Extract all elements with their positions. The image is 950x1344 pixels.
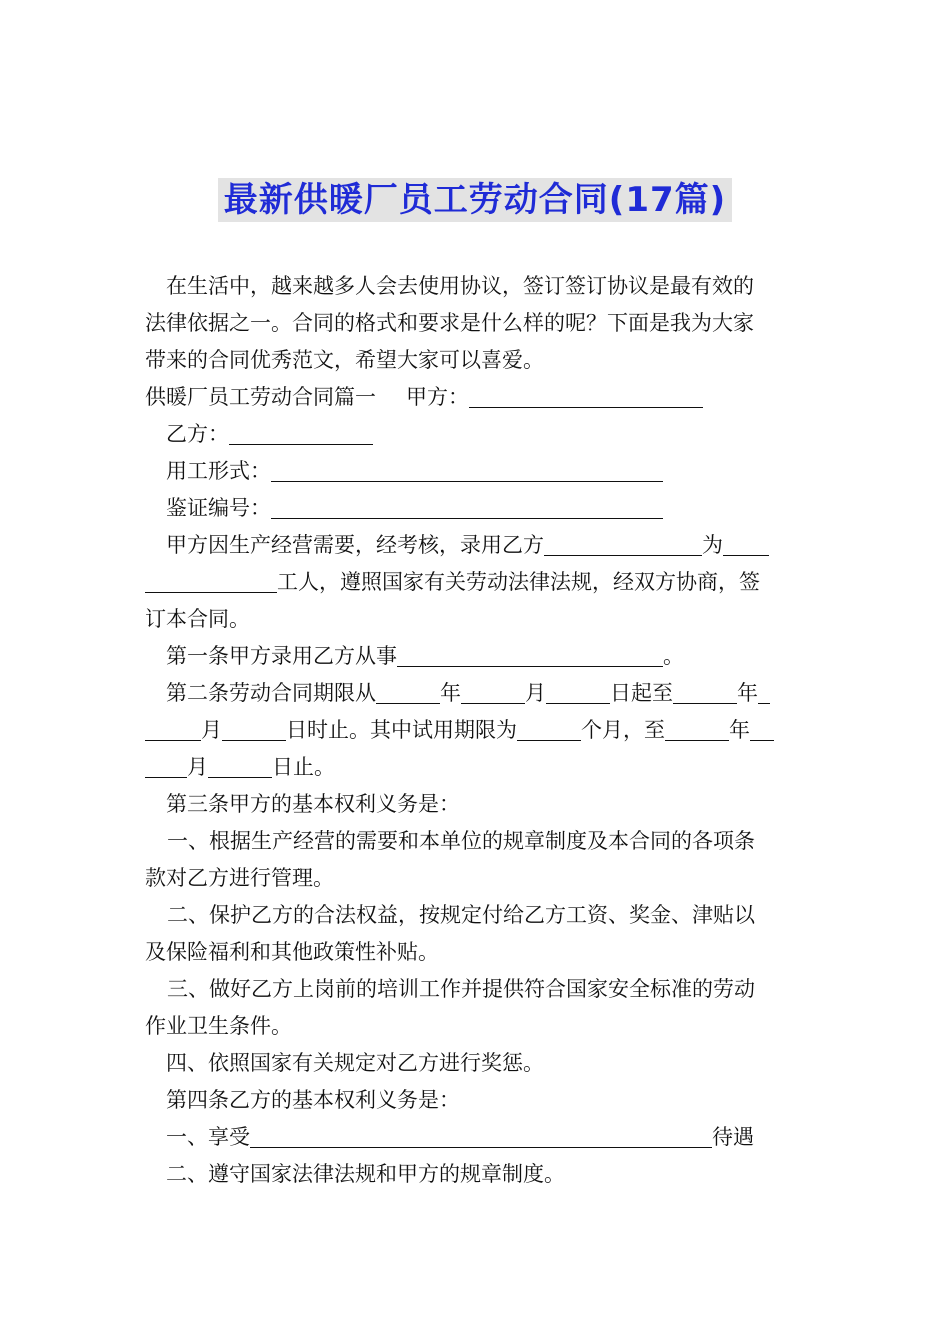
year-text: 年 — [440, 681, 461, 705]
hire-type-blank-a[interactable] — [723, 533, 769, 556]
contract-header-line — [145, 379, 810, 416]
year-text: 年 — [729, 718, 750, 742]
article-3-item-2b: 及保险福利和其他政策性补贴。 — [145, 940, 439, 964]
month-text: 月 — [187, 755, 208, 779]
article-4-heading: 第四条乙方的基本权利义务是： — [166, 1088, 460, 1112]
trial-end-month-blank-b[interactable] — [145, 755, 187, 778]
hire-text: 甲方因生产经营需要，经考核，录用乙方 — [166, 533, 544, 557]
article-2-line-3 — [145, 749, 810, 786]
article-3-item-1a: 一、根据生产经营的需要和本单位的规章制度及本合同的各项条 — [167, 829, 755, 853]
cert-no-line — [145, 490, 810, 527]
article-3-heading: 第三条甲方的基本权利义务是： — [166, 792, 460, 816]
stop-text: 日止。 — [272, 755, 335, 779]
intro-line-1: 在生活中，越来越多人会去使用协议，签订签订协议是最有效的 — [166, 274, 754, 298]
end-month-blank-a[interactable] — [758, 681, 770, 704]
start-day-blank[interactable] — [546, 681, 610, 704]
article-1-line — [145, 638, 810, 675]
day-to-text: 日起至 — [610, 681, 673, 705]
employment-form-blank[interactable] — [271, 459, 663, 482]
article-2-text: 第二条劳动合同期限从 — [166, 681, 376, 705]
hire-line-1 — [145, 527, 810, 564]
month-text: 月 — [201, 718, 222, 742]
treatment-blank[interactable] — [250, 1125, 712, 1148]
month-text: 月 — [525, 681, 546, 705]
party-b-line — [145, 416, 810, 453]
hire-worker-text: 工人，遵照国家有关劳动法律法规，经双方协商，签 — [277, 570, 760, 594]
party-a-blank[interactable] — [469, 385, 703, 408]
trial-end-year-blank[interactable] — [665, 718, 729, 741]
contract-section-label: 供暖厂员工劳动合同篇一 — [145, 385, 376, 409]
end-year-blank[interactable] — [673, 681, 737, 704]
article-2-line-2 — [145, 712, 810, 749]
trial-end-month-blank-a[interactable] — [750, 718, 774, 741]
employment-form-line — [145, 453, 810, 490]
year-text: 年 — [737, 681, 758, 705]
hire-as-text: 为 — [702, 533, 723, 557]
article-1-text: 第一条甲方录用乙方从事 — [166, 644, 397, 668]
article-3-item-4: 四、依照国家有关规定对乙方进行奖惩。 — [166, 1051, 544, 1075]
start-year-blank[interactable] — [376, 681, 440, 704]
hire-line-3: 订本合同。 — [145, 607, 250, 631]
party-b-label: 乙方： — [166, 422, 229, 446]
document-title: 最新供暖厂员工劳动合同(17篇) — [218, 178, 732, 222]
article-1-blank[interactable] — [397, 644, 663, 667]
article-3-item-2a: 二、保护乙方的合法权益，按规定付给乙方工资、奖金、津贴以 — [167, 903, 755, 927]
cert-no-blank[interactable] — [271, 496, 663, 519]
hire-type-blank-b[interactable] — [145, 570, 277, 593]
trial-end-day-blank[interactable] — [208, 755, 272, 778]
employment-form-label: 用工形式： — [166, 459, 271, 483]
article-3-item-3a: 三、做好乙方上岗前的培训工作并提供符合国家安全标准的劳动 — [167, 977, 755, 1001]
treatment-text: 待遇 — [712, 1125, 754, 1149]
months-text: 个月，至 — [581, 718, 665, 742]
article-2-line-1 — [145, 675, 810, 712]
intro-line-3: 带来的合同优秀范文，希望大家可以喜爱。 — [145, 348, 544, 372]
article-1-period: 。 — [663, 644, 684, 668]
cert-no-label: 鉴证编号： — [166, 496, 271, 520]
day-end-text: 日时止。其中试用期限为 — [286, 718, 517, 742]
end-month-blank-b[interactable] — [145, 718, 201, 741]
hire-name-blank[interactable] — [544, 533, 702, 556]
party-a-label: 甲方： — [406, 385, 469, 409]
title-container — [0, 178, 950, 222]
article-3-item-3b: 作业卫生条件。 — [145, 1014, 292, 1038]
document-body — [145, 268, 810, 1193]
article-4-item-1-text: 一、享受 — [166, 1125, 250, 1149]
hire-line-2 — [145, 564, 810, 601]
article-4-item-1 — [145, 1119, 810, 1156]
trial-months-blank[interactable] — [517, 718, 581, 741]
article-4-item-2: 二、遵守国家法律法规和甲方的规章制度。 — [166, 1162, 565, 1186]
end-day-blank[interactable] — [222, 718, 286, 741]
article-3-item-1b: 款对乙方进行管理。 — [145, 866, 334, 890]
start-month-blank[interactable] — [461, 681, 525, 704]
intro-line-2: 法律依据之一。合同的格式和要求是什么样的呢？下面是我为大家 — [145, 311, 754, 335]
party-b-blank[interactable] — [229, 422, 373, 445]
